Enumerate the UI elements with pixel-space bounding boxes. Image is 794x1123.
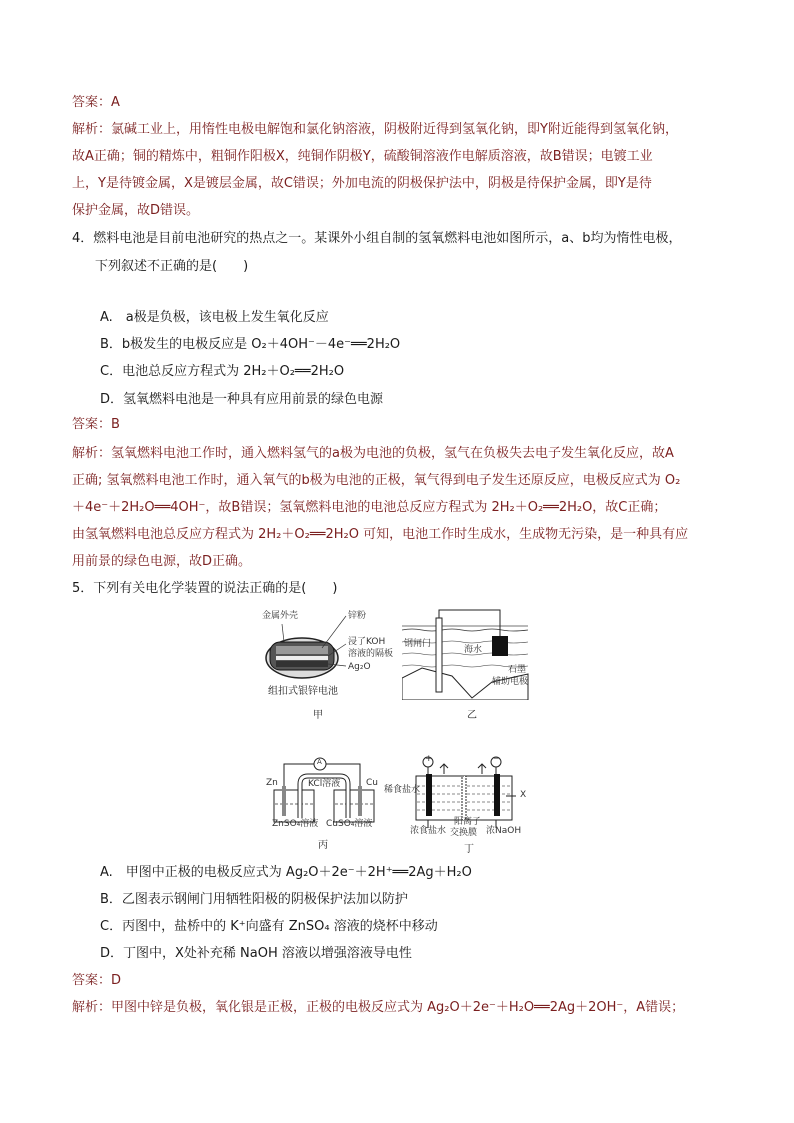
jia-ag2o-label: Ag₂O — [348, 662, 371, 672]
q4-answer: 答案：B — [72, 417, 120, 432]
kcl-bridge-label: KCl溶液 — [308, 779, 341, 789]
yi-graphite-label: 石墨 — [508, 665, 527, 675]
yi-sea-label: 海水 — [464, 645, 483, 655]
jia-shell-label: 金属外壳 — [262, 611, 299, 621]
q3-answer: 答案：A — [72, 95, 120, 110]
ding-membrane-label-2: 交换膜 — [450, 828, 478, 838]
yi-aux-label: 辅助电极 — [492, 677, 529, 687]
jia-separator-label: 浸了KOH — [348, 637, 386, 647]
ding-x-label: X — [520, 790, 527, 800]
q5-option-c: C．丙图中，盐桥中的 K⁺向盛有 ZnSO₄ 溶液的烧杯中移动 — [100, 919, 438, 934]
bing-figure-label: 丙 — [318, 840, 328, 851]
q4-option-a: A. a极是负极，该电极上发生氧化反应 — [100, 310, 329, 325]
q5-option-d: D．丁图中，X处补充稀 NaOH 溶液以增强溶液导电性 — [100, 946, 412, 961]
zn-electrode-label: Zn — [266, 778, 278, 788]
q5-option-b: B．乙图表示钢闸门用牺牲阳极的阴极保护法加以防护 — [100, 892, 408, 907]
q4-explanation-line: 用前景的绿色电源，故D正确。 — [72, 554, 252, 569]
q5-option-a: A. 甲图中正极的电极反应式为 Ag₂O＋2e⁻＋2H⁺══2Ag＋H₂O — [100, 865, 472, 880]
figure-yi — [402, 608, 532, 700]
yi-gate-label: 钢闸门 — [404, 639, 432, 649]
znso4-label: ZnSO₄溶液 — [272, 819, 319, 829]
q4-stem: 4．燃料电池是目前电池研究的热点之一。某课外小组自制的氢氧燃料电池如图所示，a、b均为惰性电极， — [72, 231, 682, 246]
q4-explanation-line: 解析：氢氧燃料电池工作时，通入燃料氢气的a极为电池的负极，氢气在负极失去电子发生氧化反应，故A — [72, 446, 674, 461]
yi-figure-label: 乙 — [467, 710, 477, 721]
ding-dilute-brine-label: 稀食盐水 — [384, 785, 421, 795]
figure-jia — [262, 606, 392, 696]
ding-naoh-label: 浓NaOH — [486, 826, 522, 836]
q4-explanation-line: 正确; 氢氧燃料电池工作时，通入氧气的b极为电池的正极，氧气得到电子发生还原反应，电极反应式为 O₂ — [72, 473, 681, 488]
ammeter-label: A — [317, 758, 322, 766]
ding-membrane-label: 阳离子 — [454, 817, 482, 827]
cu-electrode-label: Cu — [366, 778, 378, 788]
jia-figure-label: 甲 — [313, 710, 323, 721]
q4-explanation-line: ＋4e⁻＋2H₂O══4OH⁻，故B错误；氢氧燃料电池的电池总反应方程式为 2H₂＋O₂══2H₂O，故C正确； — [72, 500, 667, 515]
q4-option-b: B．b极发生的电极反应是 O₂＋4OH⁻－4e⁻══2H₂O — [100, 337, 401, 352]
q3-explanation-line: 上，Y是待镀金属，X是镀层金属，故C错误；外加电流的阴极保护法中，阴极是待保护金属，即Y是待 — [72, 176, 652, 191]
ding-positive-label: + — [425, 754, 433, 764]
jia-caption: 组扣式银锌电池 — [268, 686, 338, 697]
q4-option-c: C．电池总反应方程式为 2H₂＋O₂══2H₂O — [100, 364, 345, 379]
ding-negative-label: − — [493, 754, 501, 764]
jia-separator-label-2: 溶液的隔板 — [348, 649, 394, 659]
q5-answer: 答案：D — [72, 973, 122, 988]
q4-stem-cont: 下列叙述不正确的是( ) — [95, 259, 249, 274]
q4-option-d: D．氢氧燃料电池是一种具有应用前景的绿色电源 — [100, 392, 384, 407]
q5-stem: 5．下列有关电化学装置的说法正确的是( ) — [72, 581, 338, 596]
q3-explanation-line: 解析：氯碱工业上，用惰性电极电解饱和氯化钠溶液，阴极附近得到氢氧化钠，即Y附近能得到氢氧化钠， — [72, 122, 678, 137]
q3-explanation-line: 保护金属，故D错误。 — [72, 203, 200, 218]
ding-conc-brine-label: 浓食盐水 — [410, 826, 447, 836]
q3-explanation-line: 故A正确；铜的精炼中，粗铜作阳极X，纯铜作阴极Y，硫酸铜溶液作电解质溶液，故B错误；电镀工业 — [72, 149, 653, 164]
cuso4-label: CuSO₄溶液 — [326, 819, 373, 829]
q5-explanation-line: 解析：甲图中锌是负极，氧化银是正极，正极的电极反应式为 Ag₂O＋2e⁻＋H₂O══2Ag＋2OH⁻，A错误； — [72, 1000, 685, 1015]
q4-explanation-line: 由氢氧燃料电池总反应方程式为 2H₂＋O₂══2H₂O 可知，电池工作时生成水，生成物无污染，是一种具有应 — [72, 527, 689, 542]
ding-figure-label: 丁 — [464, 844, 474, 855]
jia-zinc-label: 锌粉 — [348, 611, 367, 621]
